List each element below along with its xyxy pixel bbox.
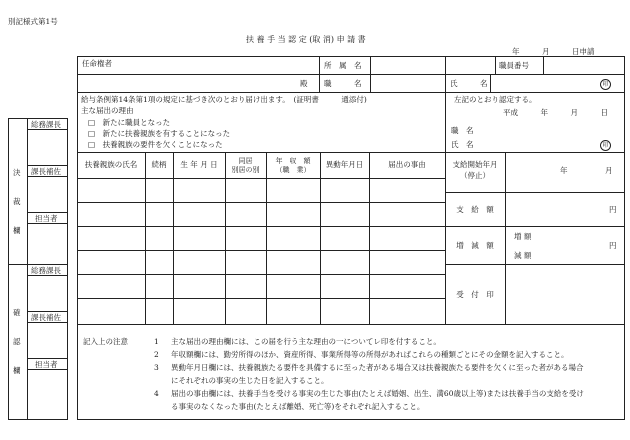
appointer-label: 任命権者 xyxy=(82,59,112,68)
decision-column-label: 決 裁 欄 xyxy=(13,168,21,235)
dono-label: 殿 xyxy=(300,79,308,88)
cert-position-label: 職 名 xyxy=(451,126,474,135)
change-yen: 円 xyxy=(609,241,617,250)
name-label: 氏 名 xyxy=(450,79,488,88)
seal-mark: 印 xyxy=(600,79,611,90)
start-year-month: 年 月 xyxy=(560,166,613,175)
note-num-4: 4 xyxy=(154,389,159,398)
amount-yen: 円 xyxy=(609,205,617,214)
note-text-2: 年収額欄には、勤労所得のほか、資産所得、事業所得等の所得があればこれらの種類ごとにその金額を記入すること。 xyxy=(171,350,569,359)
reason-label-3: 扶養親族の要件を欠くことになった xyxy=(102,140,223,149)
statement: 給与条例第14条第1項の規定に基づき次のとおり届け出ます。 (証明書 通添付) xyxy=(81,95,367,104)
certify-date: 平成 年 月 日 xyxy=(503,108,608,117)
start-month-label: 支給開始年月 （停止） xyxy=(452,160,498,180)
cert-seal-mark: 印 xyxy=(600,140,611,151)
receipt-stamp-label: 受 付 印 xyxy=(456,290,494,299)
col-header-relation: 続柄 xyxy=(151,160,167,169)
col-header-cohabitation: 同居 別居の別 xyxy=(231,157,260,174)
confirm-role-1: 総務課長 xyxy=(31,266,61,275)
note-text-3: 異動年月日欄には、扶養親族たる要件を具備するに至った者がある場合又は扶養親族たる要件を欠くに至った者がある場合 xyxy=(171,363,584,372)
confirm-column-label: 確 認 欄 xyxy=(13,308,21,375)
decision-role-2: 課長補佐 xyxy=(31,167,61,176)
col-header-change-date: 異動年月日 xyxy=(325,160,364,169)
reason-checkbox-2[interactable]: □ 新たに扶養親族を有することになった xyxy=(88,129,231,138)
decision-role-3: 担当者 xyxy=(35,214,58,223)
note-text-1: 主な届出の理由欄には、この届を行う主な理由の一についてレ印を付すること。 xyxy=(171,337,441,346)
note-num-2: 2 xyxy=(154,350,159,359)
staff-no-label: 職員番号 xyxy=(499,61,529,70)
reason-checkbox-1[interactable]: □ 新たに職員となった xyxy=(88,118,171,127)
form-number: 別記様式第1号 xyxy=(8,17,58,26)
note-num-3: 3 xyxy=(154,363,159,372)
col-header-income: 年 収 額 （職 業） xyxy=(275,157,311,174)
amount-label: 支 給 額 xyxy=(456,205,494,214)
decrease-label: 減 額 xyxy=(514,251,532,260)
confirm-role-2: 課長補佐 xyxy=(31,313,61,322)
confirm-role-3: 担当者 xyxy=(35,360,58,369)
col-header-name: 扶養親族の氏名 xyxy=(84,160,138,169)
cert-name-label: 氏 名 xyxy=(451,140,474,149)
col-header-birthdate: 生 年 月 日 xyxy=(180,160,218,169)
dept-label: 所 属 名 xyxy=(324,61,362,70)
change-label: 増 減 額 xyxy=(456,241,494,250)
reason-label-2: 新たに扶養親族を有することになった xyxy=(102,129,231,138)
note-text-4b: る事実のなくなった事由(たとえば離婚、死亡等)をそれぞれ記入すること。 xyxy=(171,402,425,411)
note-text-4: 届出の事由欄には、扶養手当を受ける事実の生じた事由(たとえば婚姻、出生、満60歳以上等)または扶養手当の支給を受け xyxy=(171,389,584,398)
application-date: 年 月 日申請 xyxy=(512,47,595,56)
certify-statement: 左記のとおり認定する。 xyxy=(454,95,537,104)
notes-heading: 記入上の注意 xyxy=(83,337,128,346)
note-num-1: 1 xyxy=(154,337,159,346)
col-header-reason: 届出の事由 xyxy=(388,160,426,169)
increase-label: 増 額 xyxy=(514,232,532,241)
reason-checkbox-3[interactable]: □ 扶養親族の要件を欠くことになった xyxy=(88,140,223,149)
position-label: 職 名 xyxy=(324,79,362,88)
decision-role-1: 総務課長 xyxy=(31,120,61,129)
reasons-heading: 主な届出の理由 xyxy=(81,106,134,115)
reason-label-1: 新たに職員となった xyxy=(102,118,171,127)
form-title: 扶 養 手 当 認 定 (取 消) 申 請 書 xyxy=(246,35,366,44)
note-text-3b: にそれぞれの事実の生じた日を記入すること。 xyxy=(171,376,329,385)
